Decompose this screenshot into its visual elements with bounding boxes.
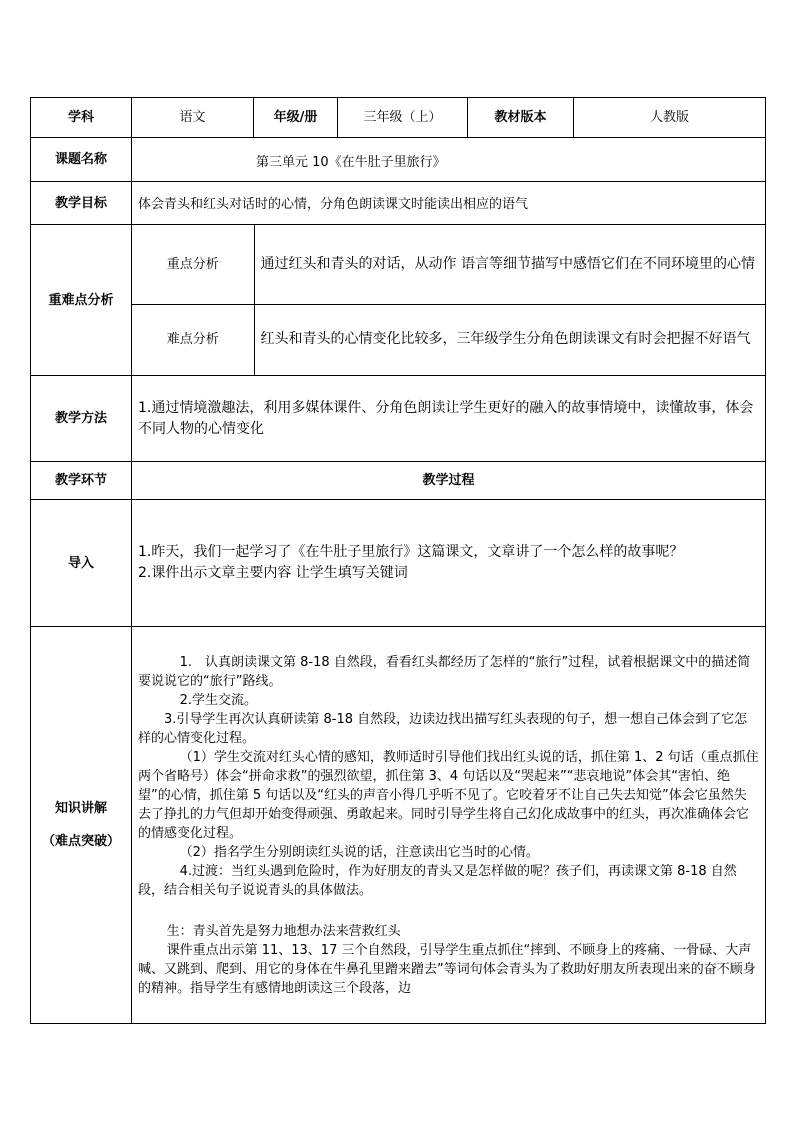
knowledge-paragraph: （1）学生交流对红头心情的感知，教师适时引导他们找出红头说的话，抓住第 1、2 句话（重点抓住两个省略号）体会“拼命求救”的强烈欲望，抓住第 3、4 句话以及“哭起来”“悲哀地说”体会其“害怕、绝望”的心情，抓住第 5 句话以及“红头的声音小得几乎听不见了。它咬着牙不让自己失去知觉”体会它虽然失去了挣扎的力气但却开始变得顽强、勇敢起来。同时引导学生将自己幻化成故事中的红头，再次准确体会它的情感变化过程。 (138, 749, 759, 841)
edition-label: 教材版本 (468, 98, 574, 138)
goal-value: 体会青头和红头对话时的心情，分角色朗读课文时能读出相应的语气 (132, 182, 766, 225)
intro-cell (132, 500, 766, 627)
knowledge-paragraph: 4.过渡：当红头遇到危险时，作为好朋友的青头又是怎样做的呢？孩子们，再读课文第 8-18 自然段，结合相关句子说说青头的具体做法。 (138, 863, 737, 898)
topic-row (31, 138, 766, 182)
knowledge-content (132, 627, 766, 1024)
knowledge-paragraph: 3.引导学生再次认真研读第 8-18 自然段，边读边找出描写红头表现的句子，想一想自己体会到了它怎样的心情变化过程。 (138, 711, 748, 746)
knowledge-label: 知识讲解 (54, 801, 107, 816)
difficult-analysis-label: 难点分析 (132, 304, 254, 375)
method-row (31, 376, 766, 462)
header-row (31, 98, 766, 138)
process-header-row (31, 462, 766, 500)
grade-value: 三年级（上） (338, 98, 468, 138)
intro-line-2: 2.课件出示文章主要内容 让学生填写关键词 (138, 565, 408, 581)
key-analysis-value: 通过红头和青头的对话，从动作 语言等细节描写中感悟它们在不同环境里的心情 (254, 225, 765, 304)
analysis-cell (132, 225, 766, 376)
intro-label: 导入 (31, 500, 132, 627)
paragraph-spacer (138, 900, 759, 922)
process-header-label: 教学环节 (31, 462, 132, 500)
intro-row (31, 500, 766, 627)
difficult-analysis-value: 红头和青头的心情变化比较多，三年级学生分角色朗读课文有时会把握不好语气 (254, 304, 765, 375)
knowledge-sublabel: （难点突破） (41, 834, 120, 849)
knowledge-row (31, 627, 766, 1024)
process-header-value: 教学过程 (132, 462, 766, 500)
knowledge-paragraph: 2.学生交流。 (179, 692, 257, 708)
subject-value: 语文 (132, 98, 254, 138)
edition-value: 人教版 (574, 98, 766, 138)
knowledge-label-cell (31, 627, 132, 1024)
method-value: 1.通过情境激趣法，利用多媒体课件、分角色朗读让学生更好的融入的故事情境中，读懂故事，体会不同人物的心情变化 (132, 376, 766, 462)
goal-label: 教学目标 (31, 182, 132, 225)
analysis-label: 重难点分析 (31, 225, 132, 376)
difficult-analysis-row (132, 304, 765, 375)
analysis-row (31, 225, 766, 376)
key-analysis-row (132, 225, 765, 304)
subject-label: 学科 (31, 98, 132, 138)
analysis-inner-table (132, 225, 765, 375)
grade-label: 年级/册 (254, 98, 338, 138)
key-analysis-label: 重点分析 (132, 225, 254, 304)
method-label: 教学方法 (31, 376, 132, 462)
knowledge-paragraph: （2）指名学生分别朗读红头说的话，注意读出它当时的心情。 (179, 844, 539, 860)
goal-row (31, 182, 766, 225)
knowledge-paragraph: 课件重点出示第 11、13、17 三个自然段，引导学生重点抓住“摔到、不顾身上的疼痛、一骨碌、大声喊、又跳到、爬到、用它的身体在牛鼻孔里蹭来蹭去”等词句体会青头为了救助好朋友所表现出来的奋不顾身的精神。指导学生有感情地朗读这三个段落，边 (138, 942, 756, 996)
knowledge-paragraph: 生：青头首先是努力地想办法来营救红头 (166, 923, 401, 939)
topic-value: 第三单元 10《在牛肚子里旅行》 (132, 138, 766, 182)
lesson-plan-table (30, 97, 766, 1024)
knowledge-paragraph: 1. 认真朗读课文第 8-18 自然段，看看红头都经历了怎样的“旅行”过程，试着根据课文中的描述简要说说它的“旅行”路线。 (138, 654, 751, 689)
topic-label: 课题名称 (31, 138, 132, 182)
intro-line-1: 1.昨天，我们一起学习了《在牛肚子里旅行》这篇课文，文章讲了一个怎么样的故事呢？ (138, 544, 684, 560)
